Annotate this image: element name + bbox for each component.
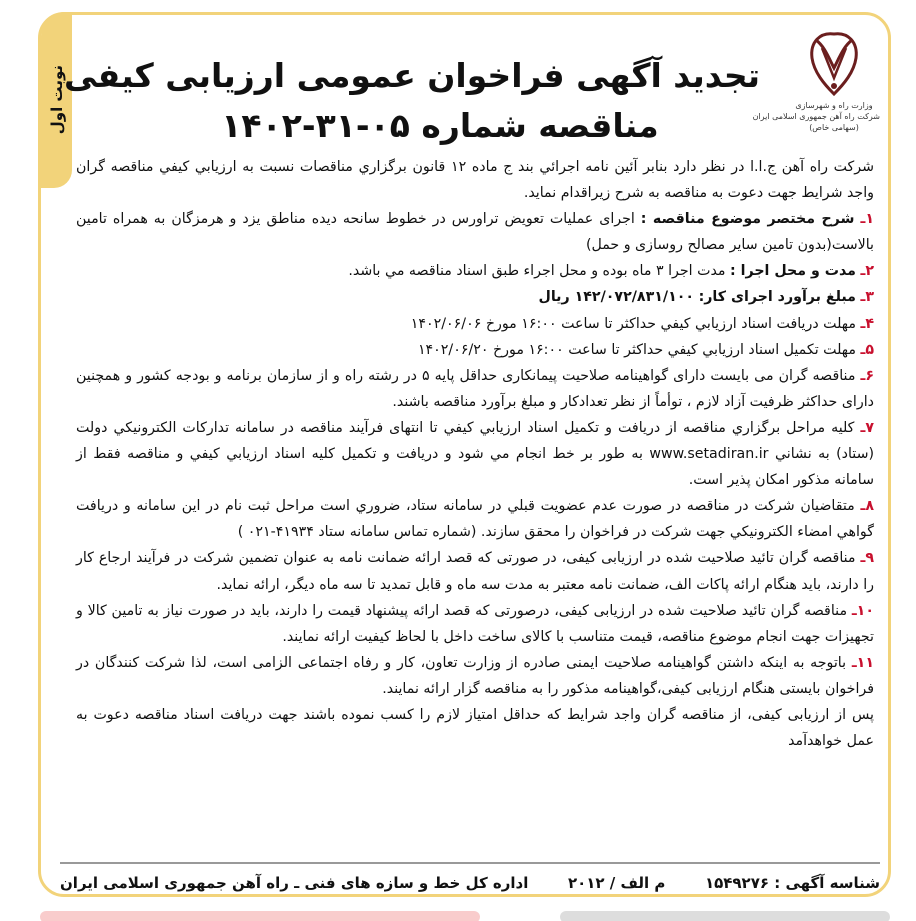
ministry-name: وزارت راه و شهرسازی — [795, 101, 873, 110]
notice-id: شناسه آگهی : ۱۵۴۹۲۷۶ — [704, 874, 880, 892]
item-7: ۷ـ كليه مراحل برگزاري مناقصه از دريافت و تكميل اسناد ارزيابي كيفي تا انتهای فرآيند مناقصه در سامانه تداركات الكترونيكي دولت (ستاد) به نشاني www.setadiran.ir به طور بر خط انجام مي شود و دريافت و تكميل كليه اسناد ارزيابي كيفي و مناقصه فقط از سامانه مذكور امكان پذير است. — [76, 419, 875, 489]
tender-number: مناقصه شماره ۰۵-۳۱-۱۴۰۲ — [221, 106, 659, 145]
footer-divider — [60, 862, 880, 864]
intro-paragraph: شرکت راه آهن ج.ا.ا در نظر دارد بنابر آئین نامه اجرائي بند ج ماده ۱۲ قانون برگزاري مناقصات نسبت به ارزيابي كيفي مناقصه گران واجد شرايط جهت دعوت به مناقصه به شرح زيراقدام نمايد. — [76, 159, 874, 202]
round-badge-label: نوبت اول — [47, 65, 66, 135]
cropped-strip-right — [560, 911, 890, 921]
cropped-next-notice — [0, 903, 916, 921]
round-badge — [41, 12, 72, 188]
notice-body — [76, 154, 874, 754]
issuing-org: اداره کل خط و سازه های فنی ـ راه آهن جمهوری اسلامی ایران — [60, 874, 529, 892]
closing-paragraph: پس از ارزیابی کیفی، از مناقصه گران واجد شرایط که حداقل امتیاز لازم را کسب نموده باشند جهت دریافت اسناد مناقصه دعوت به عمل خواهدآمد — [76, 706, 874, 750]
railway-logo — [752, 28, 880, 168]
item-4: ۴ـ مهلت دريافت اسناد ارزيابي كيفي حداكثر تا ساعت ۱۶:۰۰ مورخ ۱۴۰۲/۰۶/۰۶ — [410, 315, 874, 332]
item-10: ۱۰ـ مناقصه گران تائید صلاحیت شده در ارزیابی کیفی، درصورتی که قصد ارائه پیشنهاد قیمت را دارند، باید در صورت نیاز به تامین کالا و تجهیزات جهت انجام موضوع مناقصه، قیمت متناسب با کالای ساخت داخل با لحاظ کیفیت ارائه نمایند. — [76, 602, 874, 645]
company-type: (سهامی خاص) — [809, 123, 859, 132]
item-5: ۵ـ مهلت تكميل اسناد ارزيابي كيفي حداكثر تا ساعت ۱۶:۰۰ مورخ ۱۴۰۲/۰۶/۲۰ — [417, 341, 874, 358]
item-2: ۲ـ مدت و محل اجرا : مدت اجرا ۳ ماه بوده و محل اجراء طبق اسناد مناقصه مي باشد. — [348, 263, 874, 280]
item-1: ۱ـ شرح مختصر موضوع مناقصه : اجرای عملیات تعویض تراورس در خطوط سانحه دیده مناطق یزد و هرمزگان به همراه تامین بالاست(بدون تامین سایر مصالح روسازی و حمل) — [76, 211, 874, 254]
cropped-strip-left — [40, 911, 480, 921]
winged-emblem-icon — [806, 28, 862, 100]
item-11: ۱۱ـ باتوجه به اینکه داشتن گواهینامه صلاحیت ایمنی صادره از وزارت تعاون، کار و رفاه اجتماعی الزامی است، لذا شرکت کنندگان در فراخوان بایستی هنگام ارزیابی کیفی،گواهینامه مذکور را به مناقصه گزار ارائه نمایند. — [76, 654, 874, 697]
company-name: شرکت راه آهن جمهوری اسلامی ایران — [752, 112, 880, 121]
notice-code: م الف / ۲۰۱۲ — [567, 874, 666, 892]
item-9: ۹ـ مناقصه گران تائید صلاحیت شده در ارزیابی کیفی، در صورتی که قصد ارائه ضمانت نامه به عنوان تضمین شرکت در فرآیند ارجاع کار را دارند، باید هنگام ارائه پاکات الف، ضمانت نامه معتبر به مدت سه ماه و قابل تمدید تا سه ماه دیگر، ارائه نماید. — [76, 550, 874, 593]
item-8: ۸ـ متقاضيان شركت در مناقصه در صورت عدم عضويت قبلي در سامانه ستاد، ضروري است مراحل ثبت نام در اين سامانه و دريافت گواهي امضاء الكترونيكي جهت شركت در فراخوان را محقق سازند. (شماره تماس سامانه ستاد ۴۱۹۳۴-۰۲۱ ) — [76, 498, 874, 541]
notice-footer — [60, 868, 880, 898]
item-6: ۶ـ مناقصه گران می بایست دارای گواهینامه صلاحیت پیمانکاری حداقل پایه ۵ در رشته راه و از سازمان برنامه و بودجه کشور و همچنین دارای حداکثر ظرفیت آزاد لازم ، توأماً از نظر تعدادکار و مبلغ برآورد مناقصه باشند. — [76, 367, 875, 410]
notice-title: تجدید آگهی فراخوان عمومی ارزیابی کیفی — [63, 56, 760, 95]
item-3: ۳ـ مبلغ برآورد اجرای کار: ۱۴۲/۰۷۲/۸۳۱/۱۰۰ ريال — [538, 289, 874, 306]
